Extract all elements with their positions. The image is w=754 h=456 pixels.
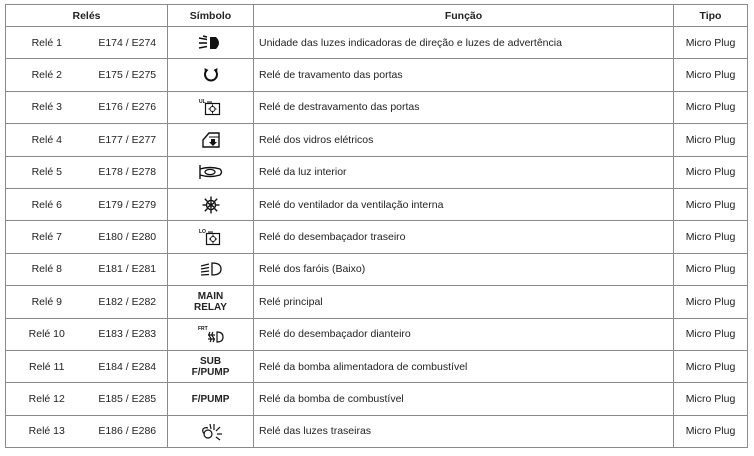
tail-lights-icon	[199, 421, 223, 441]
relay-function: Relé da bomba alimentadora de combustível	[254, 350, 674, 382]
relay-type: Micro Plug	[674, 415, 748, 447]
relay-symbol	[168, 91, 254, 123]
relay-symbol	[168, 124, 254, 156]
relay-code: E177 / E277	[88, 124, 168, 156]
relay-function: Relé das luzes traseiras	[254, 415, 674, 447]
relay-type: Micro Plug	[674, 383, 748, 415]
interior-light-icon	[198, 164, 224, 180]
relay-type: Micro Plug	[674, 91, 748, 123]
relay-symbol	[168, 286, 254, 318]
relay-type: Micro Plug	[674, 124, 748, 156]
symbol-text-line: SUB	[199, 355, 222, 367]
relay-symbol	[168, 350, 254, 382]
turn-signal-hazard-icon	[198, 35, 224, 51]
symbol-text-line: RELAY	[194, 301, 227, 313]
front-defroster-icon	[197, 324, 225, 344]
svg-text:FRT: FRT	[197, 326, 208, 333]
symbol-text-line: F/PUMP	[191, 393, 230, 405]
relay-code: E184 / E284	[88, 350, 168, 382]
relay-code: E186 / E286	[88, 415, 168, 447]
relay-code: E182 / E282	[88, 286, 168, 318]
relay-name: Relé 9	[6, 286, 88, 318]
table-row	[6, 27, 748, 59]
relay-code: E174 / E274	[88, 27, 168, 59]
relay-symbol	[168, 383, 254, 415]
relay-name: Relé 12	[6, 383, 88, 415]
relay-function: Relé do desembaçador traseiro	[254, 221, 674, 253]
relay-function: Relé da luz interior	[254, 156, 674, 188]
svg-text:LO: LO	[198, 229, 206, 236]
header-simbolo: Símbolo	[168, 5, 254, 27]
relay-type: Micro Plug	[674, 188, 748, 220]
table-row	[6, 253, 748, 285]
relay-name: Relé 13	[6, 415, 88, 447]
relay-code: E175 / E275	[88, 59, 168, 91]
rear-defroster-icon	[198, 227, 224, 247]
relay-function: Relé do ventilador da ventilação interna	[254, 188, 674, 220]
table-row	[6, 383, 748, 415]
symbol-text	[194, 291, 227, 313]
relay-symbol	[168, 156, 254, 188]
table-row	[6, 59, 748, 91]
relay-code: E179 / E279	[88, 188, 168, 220]
relay-code: E180 / E280	[88, 221, 168, 253]
header-funcao: Função	[254, 5, 674, 27]
relay-name: Relé 3	[6, 91, 88, 123]
relay-type: Micro Plug	[674, 318, 748, 350]
relay-function: Unidade das luzes indicadoras de direção e luzes de advertência	[254, 27, 674, 59]
relay-name: Relé 11	[6, 350, 88, 382]
relay-type: Micro Plug	[674, 156, 748, 188]
relay-symbol	[168, 253, 254, 285]
relay-symbol	[168, 27, 254, 59]
power-window-icon	[200, 131, 222, 149]
relay-function: Relé do desembaçador dianteiro	[254, 318, 674, 350]
low-beam-icon	[199, 261, 223, 277]
relay-type: Micro Plug	[674, 286, 748, 318]
relay-code: E183 / E283	[88, 318, 168, 350]
relay-type: Micro Plug	[674, 27, 748, 59]
table-row	[6, 286, 748, 318]
relay-type: Micro Plug	[674, 253, 748, 285]
symbol-text	[192, 356, 230, 378]
relay-function: Relé de travamento das portas	[254, 59, 674, 91]
relay-code: E181 / E281	[88, 253, 168, 285]
relay-function: Relé dos vidros elétricos	[254, 124, 674, 156]
relay-function: Relé dos faróis (Baixo)	[254, 253, 674, 285]
relay-name: Relé 7	[6, 221, 88, 253]
header-row	[6, 5, 748, 27]
symbol-text-line: F/PUMP	[191, 366, 230, 378]
relay-function: Relé da bomba de combustível	[254, 383, 674, 415]
table-row	[6, 124, 748, 156]
relay-name: Relé 4	[6, 124, 88, 156]
ventilation-fan-icon	[202, 196, 220, 214]
relay-name: Relé 10	[6, 318, 88, 350]
door-lock-icon	[202, 66, 220, 84]
relay-name: Relé 5	[6, 156, 88, 188]
relay-name: Relé 8	[6, 253, 88, 285]
relay-code: E185 / E285	[88, 383, 168, 415]
relay-symbol	[168, 59, 254, 91]
relay-code: E176 / E276	[88, 91, 168, 123]
relay-type: Micro Plug	[674, 221, 748, 253]
relay-symbol	[168, 221, 254, 253]
relay-symbol	[168, 415, 254, 447]
relay-type: Micro Plug	[674, 350, 748, 382]
table-row	[6, 91, 748, 123]
table-row	[6, 221, 748, 253]
relay-function: Relé principal	[254, 286, 674, 318]
symbol-text	[192, 394, 230, 405]
relay-function: Relé de destravamento das portas	[254, 91, 674, 123]
table-row	[6, 415, 748, 447]
symbol-text-line: MAIN	[197, 290, 224, 302]
relay-name: Relé 6	[6, 188, 88, 220]
table-row	[6, 188, 748, 220]
relay-type: Micro Plug	[674, 59, 748, 91]
relay-name: Relé 2	[6, 59, 88, 91]
table-row	[6, 350, 748, 382]
relay-symbol	[168, 318, 254, 350]
table-row	[6, 156, 748, 188]
door-unlock-icon	[198, 97, 224, 117]
header-reles: Relés	[6, 5, 168, 27]
relay-code: E178 / E278	[88, 156, 168, 188]
relay-symbol	[168, 188, 254, 220]
relay-name: Relé 1	[6, 27, 88, 59]
relay-table	[5, 4, 748, 448]
header-tipo: Tipo	[674, 5, 748, 27]
table-row	[6, 318, 748, 350]
svg-text:UL: UL	[198, 99, 206, 106]
